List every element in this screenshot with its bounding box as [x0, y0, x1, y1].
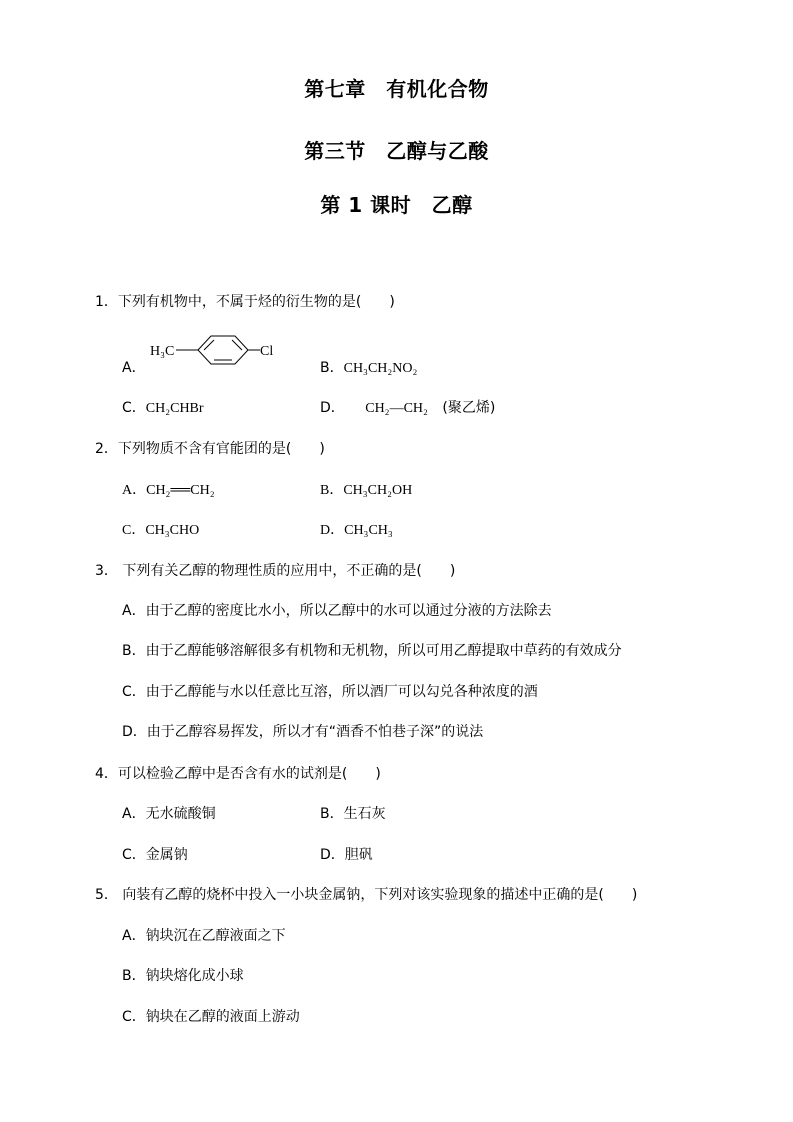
q2-option-a: A．CH₂══CH₂ [122, 483, 215, 498]
q1-option-b-formula: CH₃CH₂NO₂ [343, 361, 418, 376]
q2-option-d: D．CH₃CH₃ [320, 523, 393, 538]
question-4-stem: 4．可以检验乙醇中是否含有水的试剂是( ) [95, 766, 381, 782]
q4-option-b: B．生石灰 [320, 806, 386, 822]
q1-option-c-label: C． [122, 400, 146, 416]
q1-option-d-note: (聚乙烯) [442, 400, 496, 416]
q1-option-c [122, 397, 204, 417]
question-5-stem: 5． 向装有乙醇的烧杯中投入一小块金属钠，下列对该实验现象的描述中正确的是( ) [95, 887, 638, 903]
q1-option-b [320, 357, 417, 377]
q1-structure-right-group: Cl [260, 344, 274, 359]
q5-option-c: C．钠块在乙醇的液面上游动 [122, 1009, 300, 1025]
q3-option-a: A．由于乙醇的密度比水小，所以乙醇中的水可以通过分液的方法除去 [122, 603, 552, 619]
q1-option-b-label: B． [320, 360, 344, 376]
q4-option-d: D．胆矾 [320, 847, 373, 863]
q1-option-d-label: D． [320, 400, 345, 416]
section-title: 第三节 乙醇与乙酸 [304, 139, 489, 163]
q1-option-d [320, 397, 495, 417]
q2-option-b: B．CH₃CH₂OH [320, 483, 413, 498]
q1-option-d-formula: CH₂—CH₂ [365, 401, 428, 416]
q1-option-a-label: A． [122, 360, 146, 376]
q4-option-c: C．金属钠 [122, 847, 188, 863]
q1-option-a-structure [148, 330, 288, 370]
q1-option-c-formula: CH₂CHBr [145, 401, 204, 416]
q3-option-d: D．由于乙醇容易挥发，所以才有“酒香不怕巷子深”的说法 [122, 724, 484, 740]
question-1-stem: 1．下列有机物中，不属于烃的衍生物的是( ) [95, 294, 395, 310]
q4-option-a: A．无水硫酸铜 [122, 806, 216, 822]
q1-structure-left-group: H₃C [150, 344, 175, 359]
q3-option-b: B．由于乙醇能够溶解很多有机物和无机物，所以可用乙醇提取中草药的有效成分 [122, 643, 622, 659]
lesson-title: 第 1 课时 乙醇 [320, 193, 473, 217]
question-3-stem: 3． 下列有关乙醇的物理性质的应用中，不正确的是( ) [95, 563, 456, 579]
q5-option-b: B．钠块熔化成小球 [122, 968, 244, 984]
question-2-stem: 2．下列物质不含有官能团的是( ) [95, 441, 325, 457]
q5-option-a: A．钠块沉在乙醇液面之下 [122, 928, 286, 944]
q2-option-c: C．CH₃CHO [122, 523, 200, 538]
q3-option-c: C．由于乙醇能与水以任意比互溶，所以酒厂可以勾兑各种浓度的酒 [122, 684, 538, 700]
chapter-title: 第七章 有机化合物 [304, 77, 489, 101]
